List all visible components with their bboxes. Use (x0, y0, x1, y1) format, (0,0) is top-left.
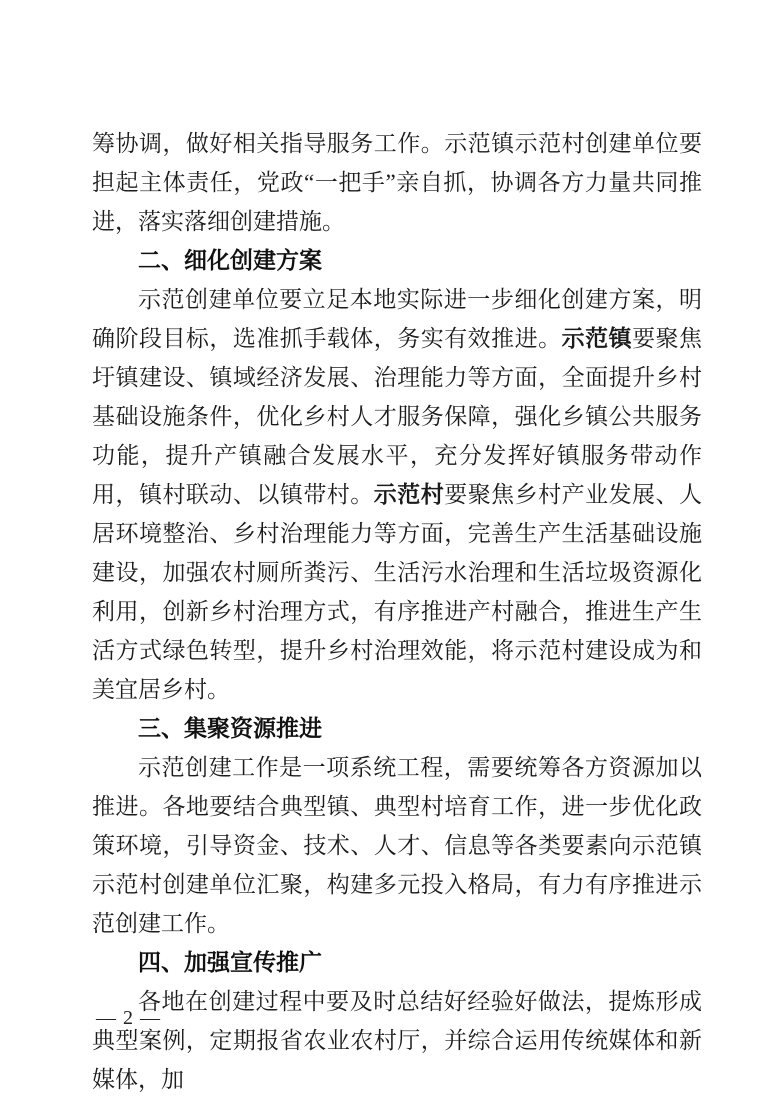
bold-term: 四、加强宣传推广 (138, 949, 322, 975)
bold-term: 示范镇 (561, 325, 633, 351)
bold-term: 示范村 (373, 481, 445, 507)
section-heading (92, 943, 702, 982)
text-run: 各地在创建过程中要及时总结好经验好做法，提炼形成典型案例，定期报省农业农村厅，并综合运用传统媒体和新媒体，加 (92, 989, 702, 1092)
text-run: 筹协调，做好相关指导服务工作。示范镇示范村创建单位要担起主体责任，党政“一把手”亲自抓，协调各方力量共同推进，落实落细创建措施。 (92, 131, 702, 234)
body-paragraph (92, 748, 702, 943)
body-paragraph (92, 124, 702, 241)
text-run: 示范创建工作是一项系统工程，需要统筹各方资源加以推进。各地要结合典型镇、典型村培育工作，进一步优化政策环境，引导资金、技术、人才、信息等各类要素向示范镇示范村创建单位汇聚，构建多元投入格局，有力有序推进示范创建工作。 (92, 755, 702, 936)
text-run: 示范创建单位要立足本地实际进一步细化创建方案，明确阶段目标，选准抓手载体，务实有效推进。 (92, 287, 702, 351)
section-heading (92, 709, 702, 748)
page-number: — 2 — (96, 1007, 161, 1029)
body-paragraph (92, 280, 702, 709)
body-paragraph (92, 982, 702, 1099)
text-run: 要聚焦圩镇建设、镇域经济发展、治理能力等方面，全面提升乡村基础设施条件，优化乡村人才服务保障，强化乡镇公共服务功能，提升产镇融合发展水平，充分发挥好镇服务带动作用，镇村联动、以镇带村。 (92, 326, 703, 507)
document-body (92, 124, 702, 1099)
bold-term: 三、集聚资源推进 (138, 715, 322, 741)
bold-term: 二、细化创建方案 (138, 247, 322, 273)
text-run: 要聚焦乡村产业发展、人居环境整治、乡村治理能力等方面，完善生产生活基础设施建设，加强农村厕所粪污、生活污水治理和生活垃圾资源化利用，创新乡村治理方式，有序推进产村融合，推进生产生活方式绿色转型，提升乡村治理效能，将示范村建设成为和美宜居乡村。 (92, 482, 703, 702)
section-heading (92, 241, 702, 280)
